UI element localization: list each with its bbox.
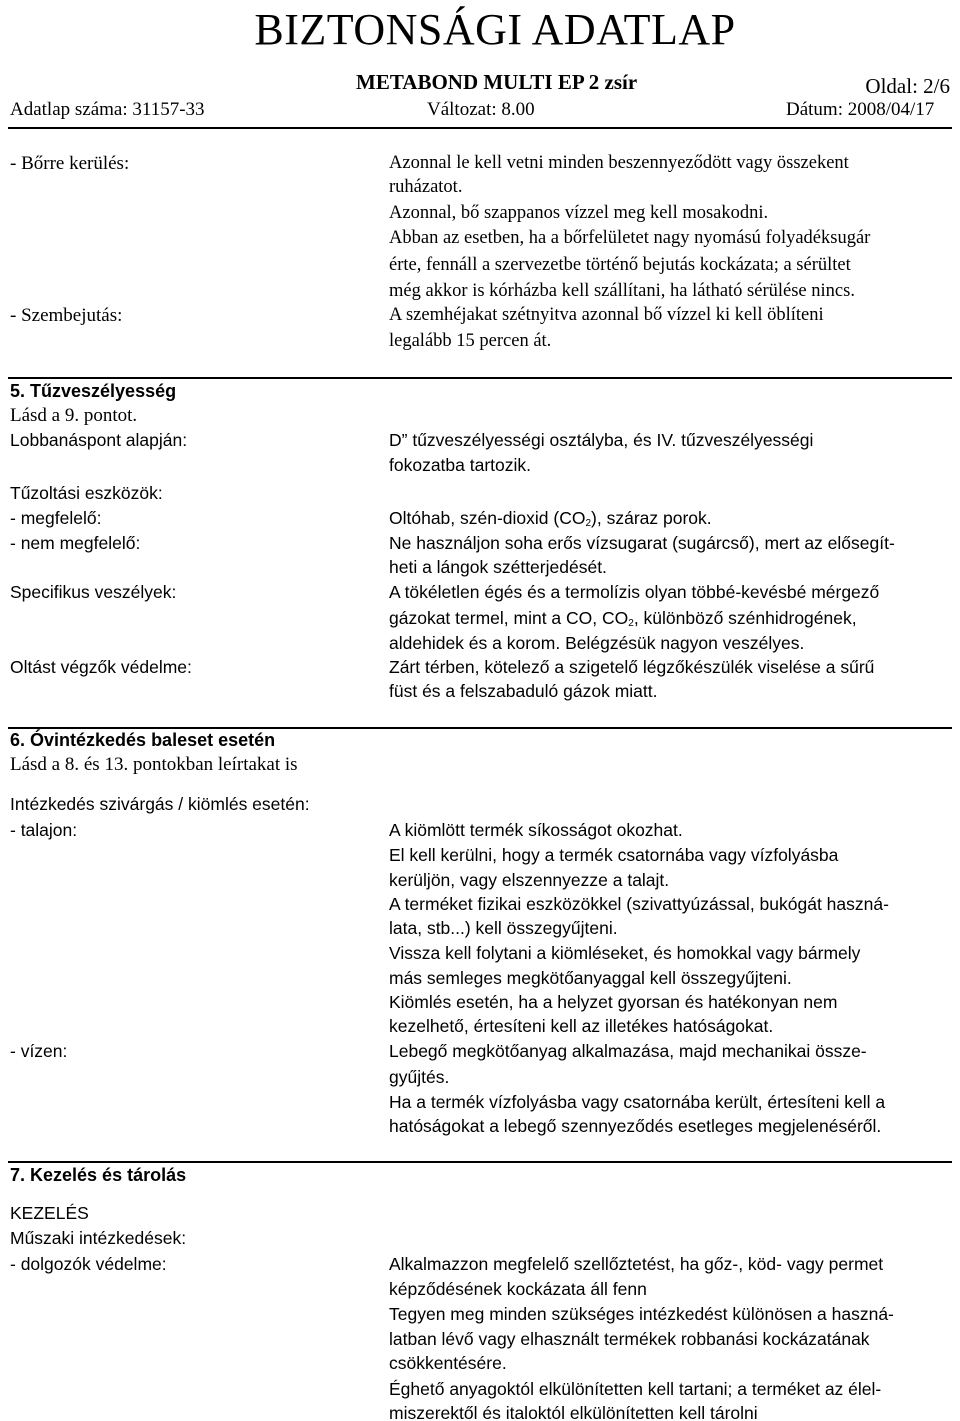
section-7-heading: 7. Kezelés és tárolás xyxy=(10,1165,187,1185)
worker-protection-line: csökkentésére. xyxy=(389,1353,507,1373)
unsuitable-line: heti a lángok szétterjedését. xyxy=(389,557,607,577)
ground-line: kezelhető, értesíteni kell az illetékes hatóságokat. xyxy=(389,1016,774,1036)
unsuitable-label: - nem megfelelő: xyxy=(10,533,141,553)
skin-line: ruházatot. xyxy=(389,177,463,197)
skin-line: Azonnal le kell vetni minden beszennyeződött vagy összekent xyxy=(389,153,849,173)
ground-line: A terméket fizikai eszközökkel (szivattyúzással, bukógát haszná- xyxy=(389,894,889,914)
water-line: hatóságokat a lebegő szennyeződés esetleges megjelenéséről. xyxy=(389,1116,882,1136)
technical-measures-label: Műszaki intézkedések: xyxy=(10,1228,187,1248)
spill-measures-label: Intézkedés szivárgás / kiömlés esetén: xyxy=(10,794,310,814)
worker-protection-line: Éghető anyagoktól elkülönítetten kell tartani; a terméket az élel- xyxy=(389,1379,882,1399)
specific-hazards-line: aldehidek és a korom. Belégzésük nagyon veszélyes. xyxy=(389,633,805,653)
skin-line: Abban az esetben, ha a bőrfelületet nagy nyomású folyadéksugár xyxy=(389,228,871,248)
section-6-heading: 6. Óvintézkedés baleset esetén xyxy=(10,730,276,750)
specific-hazards-line: gázokat termel, mint a CO, $CO_2$, különböző szénhidrogének, xyxy=(389,608,857,629)
specific-hazards-line: A tökéletlen égés és a termolízis olyan többé-kevésbé mérgező xyxy=(389,582,880,602)
water-label: - vízen: xyxy=(10,1041,68,1061)
ground-line: Vissza kell folytani a kiömléseket, és homokkal vagy bármely xyxy=(389,943,861,963)
section-6-see: Lásd a 8. és 13. pontokban leírtakat is xyxy=(10,754,298,775)
eye-contact-label: - Szembejutás: xyxy=(10,305,123,326)
ground-line: kerüljön, vagy elszennyezze a talajt. xyxy=(389,870,670,890)
skin-line: Azonnal, bő szappanos vízzel meg kell mosakodni. xyxy=(389,203,769,223)
handling-label: KEZELÉS xyxy=(10,1203,89,1223)
water-line: Lebegő megkötőanyag alkalmazása, majd mechanikai össze- xyxy=(389,1041,867,1061)
ground-line: A kiömlött termék síkosságot okozhat. xyxy=(389,820,683,840)
ground-line: lata, stb...) kell összegyűjteni. xyxy=(389,918,618,938)
suitable-media: Oltóhab, szén-dioxid $(CO_2)$, száraz porok. xyxy=(389,508,712,529)
firefighter-protection-line: Zárt térben, kötelező a szigetelő légzőkészülék viselése a sűrű xyxy=(389,657,875,677)
page-number: Oldal: 2/6 xyxy=(865,74,950,98)
ground-line: Kiömlés esetén, ha a helyzet gyorsan és hatékonyan nem xyxy=(389,992,838,1012)
sheet-number: Adatlap száma: 31157-33 xyxy=(10,99,205,120)
specific-hazards-label: Specifikus veszélyek: xyxy=(10,582,177,602)
eye-line: A szemhéjakat szétnyitva azonnal bő vízzel ki kell öblíteni xyxy=(389,305,824,325)
worker-protection-line: miszerektől és italoktól elkülönítetten kell tárolni xyxy=(389,1403,758,1421)
firefighter-protection-line: füst és a felszabaduló gázok miatt. xyxy=(389,681,658,701)
firefighter-protection-label: Oltást végzők védelme: xyxy=(10,657,192,677)
section-5-heading: 5. Tűzveszélyesség xyxy=(10,381,177,401)
date: Dátum: 2008/04/17 xyxy=(786,99,935,120)
extinguishing-media-label: Tűzoltási eszközök: xyxy=(10,483,163,503)
ground-line: más semleges megkötőanyaggal kell összegyűjteni. xyxy=(389,968,792,988)
flash-point-label: Lobbanáspont alapján: xyxy=(10,430,188,450)
skin-line: még akkor is kórházba kell szállítani, ha látható sérülése nincs. xyxy=(389,281,855,301)
version: Változat: 8.00 xyxy=(427,99,535,120)
worker-protection-line: latban lévő vagy elhasznált termékek robbanási kockázatának xyxy=(389,1329,870,1349)
water-line: Ha a termék vízfolyásba vagy csatornába került, értesíteni kell a xyxy=(389,1092,886,1112)
section-5-see: Lásd a 9. pontot. xyxy=(10,405,138,426)
skin-line: érte, fennáll a szervezetbe történő bejutás kockázata; a sérültet xyxy=(389,255,851,275)
worker-protection-line: Tegyen meg minden szükséges intézkedést különösen a haszná- xyxy=(389,1304,894,1324)
worker-protection-line: Alkalmazzon megfelelő szellőztetést, ha gőz-, köd- vagy permet xyxy=(389,1254,884,1274)
unsuitable-line: Ne használjon soha erős vízsugarat (sugárcső), mert az elősegít- xyxy=(389,533,895,553)
ground-line: El kell kerülni, hogy a termék csatornába vagy vízfolyásba xyxy=(389,845,839,865)
document-title: BIZTONSÁGI ADATLAP xyxy=(254,5,736,54)
eye-line: legalább 15 percen át. xyxy=(389,331,552,351)
section-divider xyxy=(8,1161,952,1163)
skin-contact-label: - Bőrre kerülés: xyxy=(10,153,130,174)
header-divider xyxy=(8,127,952,129)
product-name: METABOND MULTI EP 2 zsír xyxy=(356,70,638,94)
ground-label: - talajon: xyxy=(10,820,78,840)
flash-point-line: fokozatba tartozik. xyxy=(389,455,532,475)
section-divider xyxy=(8,377,952,379)
section-divider xyxy=(8,727,952,729)
worker-protection-line: képződésének kockázata áll fenn xyxy=(389,1279,647,1299)
worker-protection-label: - dolgozók védelme: xyxy=(10,1254,167,1274)
water-line: gyűjtés. xyxy=(389,1067,450,1087)
flash-point-line: D” tűzveszélyességi osztályba, és IV. tűzveszélyességi xyxy=(389,430,814,450)
suitable-label: - megfelelő: xyxy=(10,508,102,528)
